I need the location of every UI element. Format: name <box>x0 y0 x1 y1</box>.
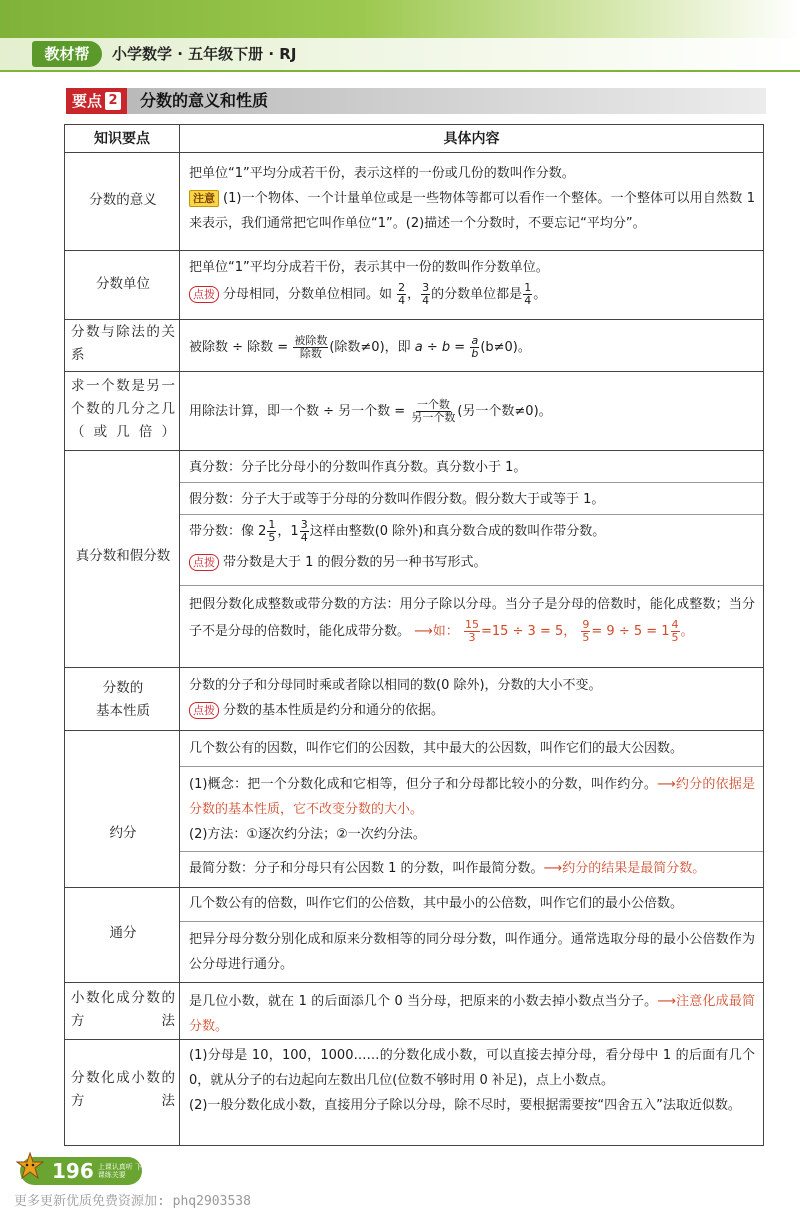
table-row <box>189 255 755 307</box>
side-note: ⟶约分的结果是最简分数。 <box>543 861 706 876</box>
table-row: 几个数公有的因数，叫作它们的公因数，其中最大的公因数，叫作它们的最大公因数。 <box>189 741 684 756</box>
table-row: 几个数公有的倍数，叫作它们的公倍数，其中最小的公倍数，叫作它们的最小公倍数。 <box>189 896 684 911</box>
row-label-fraction-meaning: 分数的意义 <box>89 192 157 208</box>
header-content: 具体内容 <box>443 131 500 147</box>
table-row <box>189 1043 755 1118</box>
tip-line: 点拨 分母相同，分数单位相同。如 $\frac{2}{4}$ ， $\frac{3}{4}$ 的分数单位都是 $\frac{1}{4}$ 。 <box>189 282 755 307</box>
note-text: (1)一个物体、一个计量单位或是一些物体等都可以看作一个整体。一个整体可以用自然数 1 来表示，我们通常把它叫作单位“1”。(2)描述一个分数时，不要忘记“平均分”。 <box>189 191 755 231</box>
tip-text: 带分数是大于 1 的假分数的另一种书写形式。 <box>223 555 487 570</box>
mascot-icon <box>16 1152 44 1184</box>
tip-text: 分母相同，分数单位相同。如 <box>223 287 393 302</box>
fraction: $\frac{\text{被除数}}{\text{除数}}$ <box>294 334 328 360</box>
text: 最简分数：分子和分母只有公因数 1 的分数，叫作最简分数。 <box>189 861 544 876</box>
row-label-proper-improper: 真分数和假分数 <box>75 548 171 564</box>
row-separator <box>65 450 763 451</box>
table-row <box>189 591 755 645</box>
tip-line <box>189 550 755 575</box>
top-decorative-band <box>0 0 800 38</box>
sub-separator <box>180 585 763 586</box>
table-row <box>189 335 755 360</box>
row-separator <box>65 982 763 983</box>
table-row <box>189 399 755 424</box>
table-row <box>189 989 755 1039</box>
table-row: 带分数：像 2 $\frac{1}{5}$ ，1 $\frac{3}{4}$ 这样由整数(0 除外)和真分数合成的数叫作带分数。 点拨 带分数是大于 1 的假分数的另一种书写形式。 <box>189 519 755 575</box>
formula-text: 用除法计算，即一个数 ÷ 另一个数 = <box>189 404 406 419</box>
text-line: 把单位“1”平均分成若干份，表示这样的一份或几份的数叫作分数。 <box>189 166 575 181</box>
text: 1 <box>290 524 299 539</box>
sub-separator <box>180 482 763 483</box>
sub-separator <box>180 851 763 852</box>
row-label-reduction: 约分 <box>109 825 137 841</box>
row-separator <box>65 730 763 731</box>
formula-text: 被除数 ÷ 除数 = <box>189 340 289 355</box>
section-badge <box>66 88 127 114</box>
sub-separator <box>180 766 763 767</box>
text: 是几位小数，就在 1 的后面添几个 0 当分母，把原来的小数去掉小数点当分子。 <box>189 994 658 1009</box>
knowledge-table <box>64 124 764 1146</box>
table-row: 假分数：分子大于或等于分母的分数叫作假分数。假分数大于或等于 1。 <box>189 492 605 507</box>
text: 带分数：像 2 <box>189 524 267 539</box>
column-divider <box>179 125 180 1145</box>
text-line: 分数的分子和分母同时乘或者除以相同的数(0 除外)，分数的大小不变。 <box>189 678 602 693</box>
row-label-common-denominator: 通分 <box>109 925 137 941</box>
fraction: $\frac{9}{5}$ <box>582 618 590 644</box>
row-separator <box>65 887 763 888</box>
table-row: 真分数：分子比分母小的分数叫作真分数。真分数小于 1。 <box>189 460 527 475</box>
example-note: ⟶如： $\frac{15}{3}$ =15 ÷ 3 = 5， $\frac{9}{5}$ = 9 ÷ 5 = 1 $\frac{4}{5}$ 。 <box>414 618 694 644</box>
footer-slogan: 上课认真听 下课练关要 <box>97 1163 142 1179</box>
book-title: 小学数学 · 五年级下册 · RJ <box>112 45 297 63</box>
brand-badge: 教材帮 <box>32 41 102 67</box>
section-title: 分数的意义和性质 <box>140 91 269 110</box>
text: 这样由整数(0 除外)和真分数合成的数叫作带分数。 <box>309 524 606 539</box>
row-separator <box>65 1039 763 1040</box>
side-note: ⟶注意化成最简分数。 <box>189 994 755 1034</box>
row-label-fraction-division: 分数与除法的关系 <box>71 324 175 363</box>
formula-text: a ÷ b = <box>414 340 466 355</box>
watermark-text: 更多更新优质免费资源加: phq2903538 <box>14 1194 251 1209</box>
section-number: 2 <box>105 92 121 110</box>
sub-separator <box>180 921 763 922</box>
formula-text: (另一个数≠0)。 <box>457 404 552 419</box>
row-label-fraction-to-decimal: 分数化成小数的方法 <box>71 1070 175 1109</box>
fraction: $\frac{4}{5}$ <box>671 618 679 644</box>
fraction: $\frac{a}{b}$ <box>471 334 479 360</box>
note-tag: 注意 <box>189 190 219 207</box>
tip-tag: 点拨 <box>189 702 219 719</box>
tip-tag: 点拨 <box>189 286 219 303</box>
fraction: $\frac{\text{一个数}}{\text{另一个数}}$ <box>411 398 456 424</box>
table-row <box>189 673 755 723</box>
side-note: ⟶约分的依据是分数的基本性质，它不改变分数的大小。 <box>189 777 755 817</box>
tip-text: 的分数单位都是 <box>431 287 523 302</box>
table-header-row <box>65 125 763 153</box>
text-line: 把单位“1”平均分成若干份，表示其中一份的数叫作分数单位。 <box>189 260 549 275</box>
table-row <box>189 772 755 847</box>
page-number: 196 <box>52 1159 94 1183</box>
fraction: $\frac{1}{5}$ <box>268 518 276 544</box>
fraction: $\frac{1}{4}$ <box>524 281 532 307</box>
row-separator <box>65 371 763 372</box>
row-label-fraction-of-number: 求一个数是另一个数的几分之几（或几倍） <box>71 378 175 440</box>
tip-line <box>189 698 755 723</box>
text-line: (1)分母是 10，100，1000……的分数化成小数，可以直接去掉分母，看分母中 1 的后面有几个 0，就从分子的右边起向左数出几位(位数不够时用 0 补足)，点上小数点。 <box>189 1048 755 1088</box>
row-label-decimal-to-fraction: 小数化成分数的方法 <box>71 990 175 1029</box>
table-row <box>189 161 755 236</box>
section-badge-label: 要点 <box>72 92 103 110</box>
text-line: (2)一般分数化成小数，直接用分子除以分母，除不尽时，要根据需要按“四舍五入”法取近似数。 <box>189 1098 741 1113</box>
row-separator <box>65 319 763 320</box>
table-row: 把异分母分数分别化成和原来分数相等的同分母分数，叫作通分。通常选取分母的最小公倍数作为公分母进行通分。 <box>189 932 755 972</box>
sub-separator <box>180 514 763 515</box>
text: 把假分数化成整数或带分数的方法：用分子除以分母。当分子是分母的倍数时，能化成整数；当分子不是分母的倍数时，能化成带分数。 <box>189 597 755 639</box>
row-separator <box>65 250 763 251</box>
text: (1)概念：把一个分数化成和它相等，但分子和分母都比较小的分数，叫作约分。 <box>189 777 658 792</box>
fraction: $\frac{2}{4}$ <box>398 281 406 307</box>
fraction: $\frac{3}{4}$ <box>422 281 430 307</box>
formula-text: (b≠0)。 <box>480 340 531 355</box>
row-label-basic-property: 分数的 基本性质 <box>96 680 150 719</box>
table-row <box>189 856 755 881</box>
note-paragraph <box>189 186 755 236</box>
fraction: $\frac{15}{3}$ <box>464 618 479 644</box>
tip-text: 分数的基本性质是约分和通分的依据。 <box>223 703 445 718</box>
formula-text: (除数≠0)，即 <box>329 340 411 355</box>
header-knowledge-point: 知识要点 <box>94 131 150 147</box>
row-label-fraction-unit: 分数单位 <box>96 276 150 292</box>
text-line: (2)方法：①逐次约分法；②一次约分法。 <box>189 827 426 842</box>
row-separator <box>65 667 763 668</box>
fraction: $\frac{3}{4}$ <box>300 518 308 544</box>
tip-tag: 点拨 <box>189 554 219 571</box>
